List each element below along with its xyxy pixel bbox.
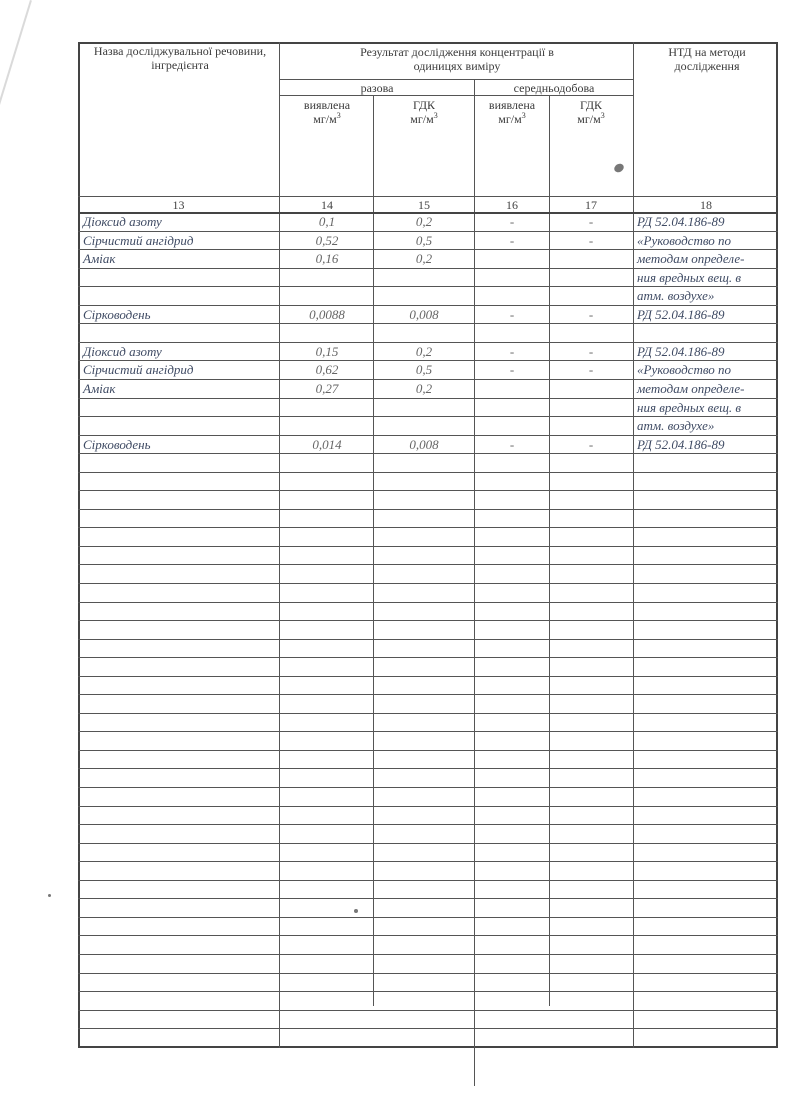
header-line-subgroup xyxy=(279,95,633,96)
substance-name-cell: Діоксид азоту xyxy=(83,214,162,229)
table-rule-line xyxy=(78,843,778,844)
table-rule-line xyxy=(78,787,778,788)
measured-daily-cell: - xyxy=(509,214,515,229)
substance-name-cell: Сірководень xyxy=(83,307,151,322)
table-rule-line xyxy=(78,602,778,603)
table-rule-line xyxy=(78,546,778,547)
limit-single-cell: 0,008 xyxy=(409,437,439,452)
limit-single-cell: 0,2 xyxy=(415,214,433,229)
measured-single-cell: 0,52 xyxy=(315,233,339,248)
ntd-method-cell: ния вредных вещ. в xyxy=(637,270,742,285)
measured-single-cell: 0,014 xyxy=(312,437,342,452)
ntd-method-cell: методам определе- xyxy=(637,381,745,396)
ntd-method-cell: РД 52.04.186-89 xyxy=(637,344,725,359)
ntd-method-cell: РД 52.04.186-89 xyxy=(637,214,725,229)
ntd-method-cell: атм. воздухе» xyxy=(637,288,715,303)
table-rule-line xyxy=(78,713,778,714)
measured-daily-cell: - xyxy=(509,307,515,322)
substance-name-cell: Сірчистий ангідрид xyxy=(83,362,194,377)
measured-single-cell: 0,0088 xyxy=(309,307,345,322)
table-rule-line xyxy=(78,973,778,974)
ntd-method-cell: ния вредных вещ. в xyxy=(637,400,742,415)
table-rule-line xyxy=(78,935,778,936)
header-razova: разова xyxy=(360,81,394,95)
ntd-method-cell: методам определе- xyxy=(637,251,745,266)
limit-single-cell: 0,5 xyxy=(415,233,433,248)
limit-daily-cell: - xyxy=(588,344,594,359)
table-rule-line xyxy=(78,694,778,695)
table-rule-line xyxy=(78,880,778,881)
limit-single-cell: 0,2 xyxy=(415,344,433,359)
table-rule-line xyxy=(78,917,778,918)
ntd-method-cell: РД 52.04.186-89 xyxy=(637,307,725,322)
header-ntd: НТД на методи дослідження xyxy=(668,45,746,73)
table-rule-line xyxy=(78,768,778,769)
scan-speck xyxy=(354,909,358,913)
header-gdk-razova: ГДК $мг/м^3$ xyxy=(410,98,438,126)
table-rule-line xyxy=(78,954,778,955)
limit-single-cell: 0,008 xyxy=(409,307,439,322)
table-rule-line xyxy=(78,750,778,751)
column-number-18: 18 xyxy=(700,198,712,212)
table-rule-line xyxy=(78,509,778,510)
substance-name-cell: Аміак xyxy=(83,381,116,396)
measured-daily-cell: - xyxy=(509,362,515,377)
column-number-15: 15 xyxy=(418,198,430,212)
ntd-method-cell: «Руководство по xyxy=(637,233,732,248)
table-rule-line xyxy=(78,564,778,565)
header-gdk-serednodobova: ГДК $мг/м^3$ xyxy=(577,98,605,126)
ntd-method-cell: РД 52.04.186-89 xyxy=(637,437,725,452)
substance-name-cell: Сірководень xyxy=(83,437,151,452)
limit-daily-cell: - xyxy=(588,437,594,452)
table-rule-line xyxy=(78,824,778,825)
measured-single-cell: 0,16 xyxy=(315,251,339,266)
table-rule-line xyxy=(78,991,778,992)
substance-name-cell: Сірчистий ангідрид xyxy=(83,233,194,248)
measured-single-cell: 0,62 xyxy=(315,362,339,377)
limit-daily-cell: - xyxy=(588,214,594,229)
table-rule-line xyxy=(78,527,778,528)
table-rule-line xyxy=(78,583,778,584)
limit-daily-cell: - xyxy=(588,362,594,377)
column-number-16: 16 xyxy=(506,198,518,212)
header-result-title: Результат дослідження концентрації в одиницях виміру xyxy=(360,45,554,73)
table-rule-line xyxy=(78,898,778,899)
limit-daily-cell: - xyxy=(588,233,594,248)
table-rule-line xyxy=(78,676,778,677)
header-substance-name: Назва досліджувальної речовини, інгредієнта xyxy=(93,44,267,72)
column-number-14: 14 xyxy=(321,198,333,212)
measured-single-cell: 0,15 xyxy=(315,344,339,359)
measured-single-cell: 0,1 xyxy=(318,214,336,229)
table-rule-line xyxy=(78,639,778,640)
ntd-method-cell: «Руководство по xyxy=(637,362,732,377)
scan-speck xyxy=(48,894,51,897)
limit-single-cell: 0,5 xyxy=(415,362,433,377)
limit-single-cell: 0,2 xyxy=(415,381,433,396)
header-vyyavlena-serednodobova: виявлена $мг/м^3$ xyxy=(488,98,536,126)
measured-daily-cell: - xyxy=(509,344,515,359)
header-serednodobova: середньодобова xyxy=(513,81,595,95)
substance-name-cell: Аміак xyxy=(83,251,116,266)
column-number-13: 13 xyxy=(172,198,185,212)
column-number-17: 17 xyxy=(585,198,597,212)
table-rule-line xyxy=(78,620,778,621)
measured-daily-cell: - xyxy=(509,233,515,248)
substance-name-cell: Діоксид азоту xyxy=(83,344,162,359)
scan-scratch-mark xyxy=(0,0,32,154)
table-rule-line xyxy=(78,731,778,732)
measured-daily-cell: - xyxy=(509,437,515,452)
header-vyyavlena-razova: виявлена $мг/м^3$ xyxy=(303,98,351,126)
table-rule-line xyxy=(78,657,778,658)
ntd-method-cell: атм. воздухе» xyxy=(637,418,715,433)
table-rule-line xyxy=(78,1028,778,1029)
table-rule-line xyxy=(78,861,778,862)
table-rule-line xyxy=(78,472,778,473)
measured-single-cell: 0,27 xyxy=(315,381,339,396)
limit-daily-cell: - xyxy=(588,307,594,322)
table-rule-line xyxy=(78,806,778,807)
header-line-result xyxy=(279,79,633,80)
header-line-numbers xyxy=(78,196,778,197)
limit-single-cell: 0,2 xyxy=(415,251,433,266)
table-rule-line xyxy=(78,1010,778,1011)
table-rule-line xyxy=(78,490,778,491)
